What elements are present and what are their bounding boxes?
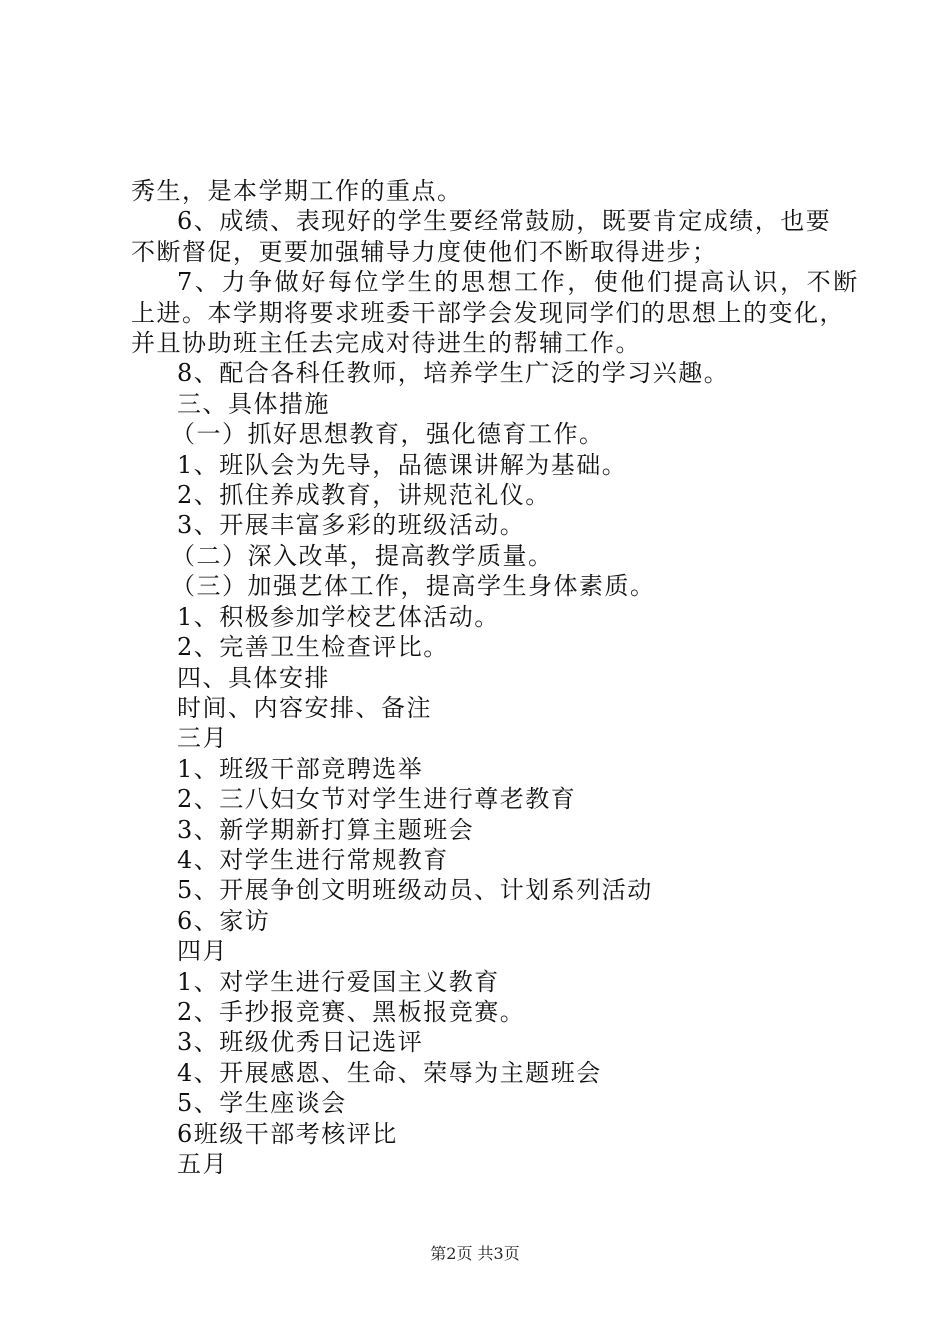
list-item: 2、三八妇女节对学生进行尊老教育 <box>177 785 577 814</box>
list-item: 4、开展感恩、生命、荣辱为主题班会 <box>177 1058 602 1087</box>
list-item: 3、新学期新打算主题班会 <box>177 815 475 844</box>
list-item: 6班级干部考核评比 <box>177 1119 398 1148</box>
subsection-heading: （三）加强艺体工作，提高学生身体素质。 <box>171 572 656 601</box>
document-body <box>131 176 860 1179</box>
text-line: 上进。本学期将要求班委干部学会发现同学们的思想上的变化， <box>131 298 845 327</box>
text-line: 并且协助班主任去完成对待进生的帮辅工作。 <box>131 329 641 358</box>
month-heading: 四月 <box>177 937 228 966</box>
subsection-heading: （一）抓好思想教育，强化德育工作。 <box>171 420 605 449</box>
list-item: 4、对学生进行常规教育 <box>177 845 449 874</box>
text-line: 时间、内容安排、备注 <box>177 693 432 722</box>
section-heading: 四、具体安排 <box>177 663 330 692</box>
list-item: 2、抓住养成教育，讲规范礼仪。 <box>177 481 551 510</box>
subsection-heading: （二）深入改革，提高教学质量。 <box>171 541 554 570</box>
list-item: 1、班级干部竞聘选举 <box>177 754 424 783</box>
text-line: 7、力争做好每位学生的思想工作，使他们提高认识，不断 <box>177 268 860 297</box>
text-line: 不断督促，更要加强辅导力度使他们不断取得进步； <box>131 237 718 266</box>
list-item: 1、对学生进行爱国主义教育 <box>177 967 500 996</box>
text-line: 8、配合各科任教师，培养学生广泛的学习兴趣。 <box>177 359 730 388</box>
list-item: 3、开展丰富多彩的班级活动。 <box>177 511 526 540</box>
list-item: 3、班级优秀日记选评 <box>177 1028 424 1057</box>
list-item: 6、家访 <box>177 906 271 935</box>
section-heading: 三、具体措施 <box>177 389 330 418</box>
text-line: 6、成绩、表现好的学生要经常鼓励，既要肯定成绩，也要 <box>177 207 832 236</box>
page-footer: 第2页 共3页 <box>430 1244 520 1263</box>
list-item: 5、开展争创文明班级动员、计划系列活动 <box>177 876 653 905</box>
list-item: 2、完善卫生检查评比。 <box>177 633 449 662</box>
list-item: 1、积极参加学校艺体活动。 <box>177 602 500 631</box>
list-item: 1、班队会为先导，品德课讲解为基础。 <box>177 450 628 479</box>
list-item: 5、学生座谈会 <box>177 1089 347 1118</box>
list-item: 2、手抄报竞赛、黑板报竞赛。 <box>177 997 526 1026</box>
text-line: 秀生，是本学期工作的重点。 <box>131 177 463 205</box>
month-heading: 五月 <box>177 1150 228 1178</box>
month-heading: 三月 <box>177 724 228 753</box>
